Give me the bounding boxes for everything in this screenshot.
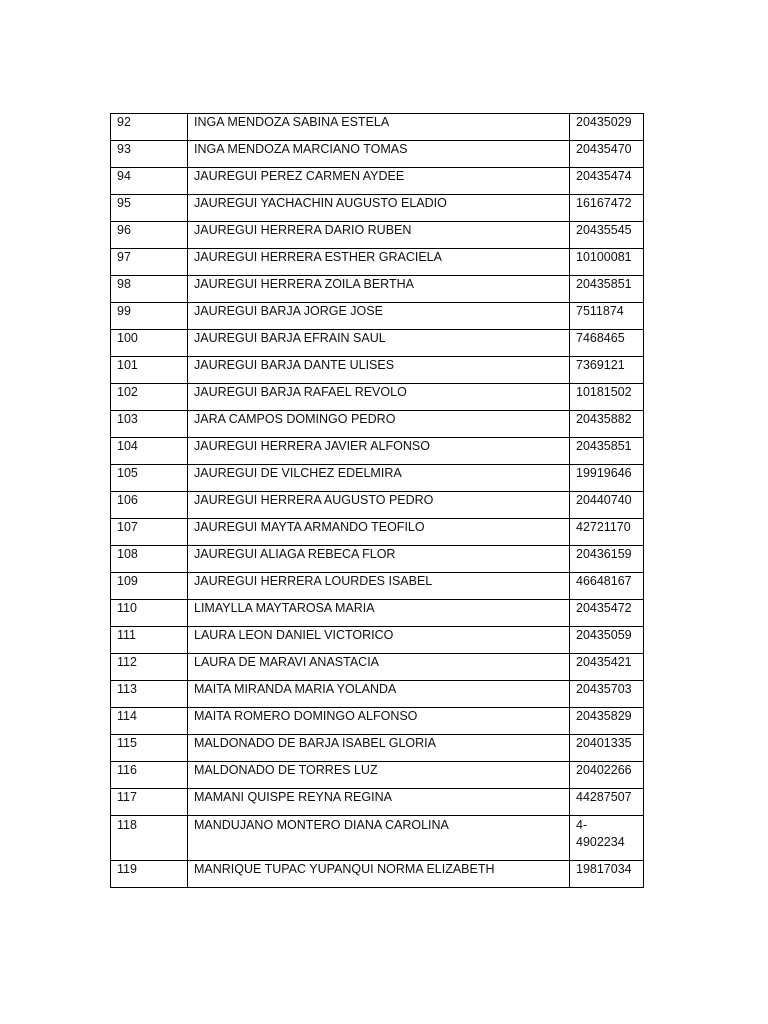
full-name-cell: JAUREGUI MAYTA ARMANDO TEOFILO [188,519,570,546]
full-name-cell: JAUREGUI HERRERA ESTHER GRACIELA [188,249,570,276]
full-name-cell: JAUREGUI HERRERA AUGUSTO PEDRO [188,492,570,519]
full-name-cell: LAURA LEON DANIEL VICTORICO [188,627,570,654]
full-name-cell: INGA MENDOZA MARCIANO TOMAS [188,141,570,168]
row-number-cell: 105 [111,465,188,492]
id-number-cell: 44287507 [570,789,644,816]
full-name-cell: INGA MENDOZA SABINA ESTELA [188,114,570,141]
table-row [111,573,644,600]
id-number-cell: 20401335 [570,735,644,762]
full-name-cell: JAUREGUI HERRERA ZOILA BERTHA [188,276,570,303]
table-row [111,627,644,654]
id-number-cell: 10181502 [570,384,644,411]
full-name-cell: MANRIQUE TUPAC YUPANQUI NORMA ELIZABETH [188,861,570,888]
id-number-cell: 20435882 [570,411,644,438]
full-name-cell: JAUREGUI YACHACHIN AUGUSTO ELADIO [188,195,570,222]
table-row [111,546,644,573]
id-number-cell: 19817034 [570,861,644,888]
table-row [111,357,644,384]
id-number-cell: 20435851 [570,438,644,465]
row-number-cell: 113 [111,681,188,708]
row-number-cell: 97 [111,249,188,276]
id-number-cell: 20435545 [570,222,644,249]
full-name-cell: MAITA ROMERO DOMINGO ALFONSO [188,708,570,735]
id-number-cell: 20435703 [570,681,644,708]
row-number-cell: 107 [111,519,188,546]
table-row [111,492,644,519]
row-number-cell: 117 [111,789,188,816]
row-number-cell: 94 [111,168,188,195]
table-row [111,465,644,492]
row-number-cell: 98 [111,276,188,303]
table-row [111,708,644,735]
full-name-cell: JAUREGUI DE VILCHEZ EDELMIRA [188,465,570,492]
table-row [111,438,644,465]
full-name-cell: JAUREGUI HERRERA DARIO RUBEN [188,222,570,249]
table-row [111,600,644,627]
full-name-cell: JAUREGUI BARJA EFRAIN SAUL [188,330,570,357]
row-number-cell: 106 [111,492,188,519]
row-number-cell: 92 [111,114,188,141]
table-row [111,861,644,888]
row-number-cell: 99 [111,303,188,330]
table-row [111,195,644,222]
table-row [111,114,644,141]
row-number-cell: 101 [111,357,188,384]
id-number-cell: 7511874 [570,303,644,330]
row-number-cell: 100 [111,330,188,357]
id-number-cell: 7468465 [570,330,644,357]
full-name-cell: JAUREGUI BARJA DANTE ULISES [188,357,570,384]
table-row [111,762,644,789]
row-number-cell: 119 [111,861,188,888]
full-name-cell: JAUREGUI ALIAGA REBECA FLOR [188,546,570,573]
row-number-cell: 103 [111,411,188,438]
row-number-cell: 110 [111,600,188,627]
id-number-cell: 20402266 [570,762,644,789]
table-row [111,411,644,438]
full-name-cell: JAUREGUI HERRERA JAVIER ALFONSO [188,438,570,465]
id-number-cell: 20436159 [570,546,644,573]
full-name-cell: MAITA MIRANDA MARIA YOLANDA [188,681,570,708]
table-row [111,681,644,708]
table-row [111,789,644,816]
table-row [111,384,644,411]
id-number-cell: 20435421 [570,654,644,681]
row-number-cell: 109 [111,573,188,600]
table-row [111,141,644,168]
id-number-cell: 20435851 [570,276,644,303]
table-row [111,168,644,195]
id-number-cell: 16167472 [570,195,644,222]
full-name-cell: JARA CAMPOS DOMINGO PEDRO [188,411,570,438]
row-number-cell: 111 [111,627,188,654]
full-name-cell: MALDONADO DE TORRES LUZ [188,762,570,789]
row-number-cell: 112 [111,654,188,681]
id-number-cell: 46648167 [570,573,644,600]
id-number-cell: 20435029 [570,114,644,141]
row-number-cell: 108 [111,546,188,573]
full-name-cell: LAURA DE MARAVI ANASTACIA [188,654,570,681]
row-number-cell: 93 [111,141,188,168]
id-number-cell: 42721170 [570,519,644,546]
id-number-cell: 20435474 [570,168,644,195]
id-number-cell: 20435059 [570,627,644,654]
id-number-cell: 20435829 [570,708,644,735]
id-number-cell: 19919646 [570,465,644,492]
table-row [111,276,644,303]
row-number-cell: 115 [111,735,188,762]
full-name-cell: MAMANI QUISPE REYNA REGINA [188,789,570,816]
row-number-cell: 102 [111,384,188,411]
full-name-cell: JAUREGUI PEREZ CARMEN AYDEE [188,168,570,195]
full-name-cell: LIMAYLLA MAYTAROSA MARIA [188,600,570,627]
table-row [111,519,644,546]
full-name-cell: MALDONADO DE BARJA ISABEL GLORIA [188,735,570,762]
row-number-cell: 114 [111,708,188,735]
row-number-cell: 96 [111,222,188,249]
id-number-cell: 20435470 [570,141,644,168]
row-number-cell: 104 [111,438,188,465]
id-number-cell: 20435472 [570,600,644,627]
full-name-cell: MANDUJANO MONTERO DIANA CAROLINA [188,816,570,861]
table-row [111,816,644,861]
table-row [111,222,644,249]
id-number-cell: 10100081 [570,249,644,276]
full-name-cell: JAUREGUI BARJA JORGE JOSE [188,303,570,330]
full-name-cell: JAUREGUI BARJA RAFAEL REVOLO [188,384,570,411]
table-row [111,303,644,330]
id-number-cell: 4- 4902234 [570,816,644,861]
id-number-cell: 20440740 [570,492,644,519]
full-name-cell: JAUREGUI HERRERA LOURDES ISABEL [188,573,570,600]
table-row [111,654,644,681]
row-number-cell: 118 [111,816,188,861]
id-number-cell: 7369121 [570,357,644,384]
row-number-cell: 116 [111,762,188,789]
roster-table-body [111,114,644,888]
table-row [111,330,644,357]
table-row [111,249,644,276]
roster-table [110,113,644,888]
table-row [111,735,644,762]
row-number-cell: 95 [111,195,188,222]
